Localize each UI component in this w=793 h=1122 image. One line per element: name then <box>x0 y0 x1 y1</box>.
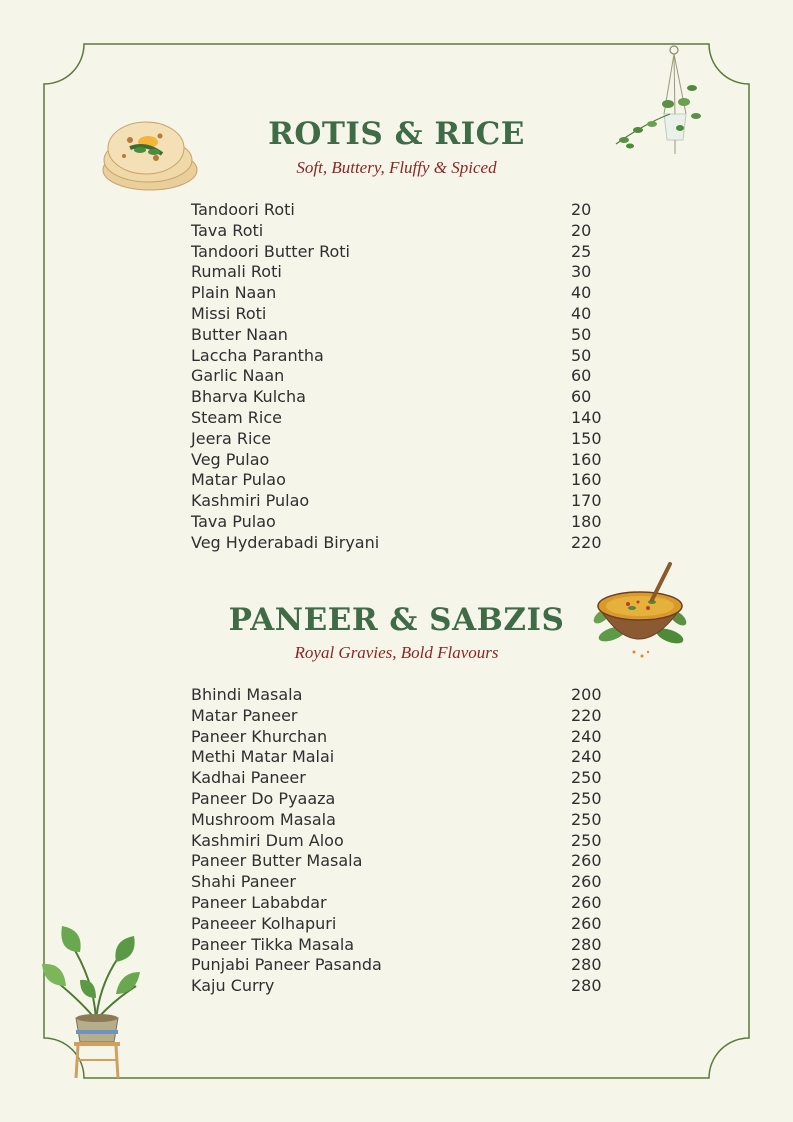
menu-item-name: Tandoori Butter Roti <box>191 241 350 261</box>
menu-item-price: 40 <box>571 303 592 323</box>
menu-item-price: 20 <box>571 200 592 219</box>
menu-item-name: Kaju Curry <box>191 976 275 996</box>
menu-item <box>191 470 611 491</box>
menu-item <box>191 747 611 768</box>
menu-item-price: 260 <box>571 872 602 892</box>
menu-item <box>191 935 611 956</box>
menu-item <box>191 450 611 471</box>
menu-item-price: 50 <box>571 345 592 365</box>
menu-item-price: 250 <box>571 830 602 850</box>
menu-item <box>191 851 611 872</box>
menu-item-price: 250 <box>571 768 602 788</box>
menu-item-name: Veg Hyderabadi Biryani <box>191 532 380 552</box>
menu-item-price: 250 <box>571 809 602 829</box>
menu-item-price: 160 <box>571 449 602 469</box>
menu-item <box>191 366 611 387</box>
menu-item-price: 50 <box>571 324 592 344</box>
menu-item <box>191 727 611 748</box>
menu-item-price: 260 <box>571 851 602 871</box>
menu-item <box>191 976 611 997</box>
menu-item-name: Kadhai Paneer <box>191 768 306 788</box>
menu-item <box>191 387 611 408</box>
menu-item-name: Garlic Naan <box>191 366 285 386</box>
menu-item-price: 220 <box>571 532 602 552</box>
menu-item-price: 160 <box>571 470 602 490</box>
menu-item-name: Tava Pulao <box>191 511 276 531</box>
menu-item-name: Tandoori Roti <box>191 200 295 219</box>
section-subtitle: Soft, Buttery, Fluffy & Spiced <box>296 158 497 177</box>
menu-item-name: Paneer Lababdar <box>191 892 327 912</box>
menu-item <box>191 768 611 789</box>
menu-item-name: Rumali Roti <box>191 262 282 282</box>
menu-item <box>191 914 611 935</box>
menu-item-price: 180 <box>571 511 602 531</box>
menu-item-price: 280 <box>571 976 602 996</box>
potted-plant-illustration <box>40 920 144 1080</box>
menu-item-name: Jeera Rice <box>191 428 272 448</box>
menu-item-price: 30 <box>571 262 592 282</box>
menu-item-name: Methi Matar Malai <box>191 747 335 767</box>
menu-item <box>191 789 611 810</box>
menu-item-name: Punjabi Paneer Pasanda <box>191 955 382 975</box>
menu-item-price: 25 <box>571 241 592 261</box>
menu-item-name: Paneeer Kolhapuri <box>191 913 337 933</box>
menu-item <box>191 533 611 554</box>
menu-item-name: Veg Pulao <box>191 449 270 469</box>
menu-item-price: 60 <box>571 366 592 386</box>
menu-item <box>191 304 611 325</box>
menu-item-price: 240 <box>571 747 602 767</box>
menu-item <box>191 408 611 429</box>
menu-list-paneer-sabzis <box>191 685 611 997</box>
menu-item-price: 60 <box>571 387 592 407</box>
menu-item-name: Matar Paneer <box>191 705 298 725</box>
menu-item-name: Paneer Butter Masala <box>191 851 363 871</box>
section-title: ROTIS & RICE <box>268 116 525 152</box>
menu-item-name: Paneer Khurchan <box>191 726 328 746</box>
menu-item <box>191 810 611 831</box>
menu-item <box>191 200 611 221</box>
menu-item <box>191 325 611 346</box>
menu-item-price: 140 <box>571 407 602 427</box>
menu-item-name: Kashmiri Dum Aloo <box>191 830 344 850</box>
menu-item-name: Laccha Parantha <box>191 345 324 365</box>
menu-item-name: Kashmiri Pulao <box>191 491 310 511</box>
menu-item-name: Shahi Paneer <box>191 872 296 892</box>
menu-item-price: 20 <box>571 220 592 240</box>
menu-item-price: 240 <box>571 726 602 746</box>
menu-item-price: 220 <box>571 705 602 725</box>
menu-item-price: 260 <box>571 892 602 912</box>
menu-item-price: 200 <box>571 685 602 704</box>
menu-item <box>191 872 611 893</box>
menu-item-name: Matar Pulao <box>191 470 286 490</box>
menu-item-name: Bhindi Masala <box>191 685 303 704</box>
menu-item <box>191 893 611 914</box>
menu-item-name: Missi Roti <box>191 303 267 323</box>
menu-item <box>191 346 611 367</box>
menu-item <box>191 512 611 533</box>
menu-item <box>191 221 611 242</box>
menu-item-name: Paneer Tikka Masala <box>191 934 355 954</box>
menu-item-price: 280 <box>571 955 602 975</box>
menu-item <box>191 429 611 450</box>
menu-item <box>191 491 611 512</box>
menu-item <box>191 831 611 852</box>
menu-item-price: 150 <box>571 428 602 448</box>
menu-item-name: Mushroom Masala <box>191 809 336 829</box>
menu-item-price: 280 <box>571 934 602 954</box>
menu-item-name: Steam Rice <box>191 407 282 427</box>
section-subtitle: Royal Gravies, Bold Flavours <box>294 643 499 662</box>
menu-item-name: Plain Naan <box>191 283 277 303</box>
menu-item-name: Bharva Kulcha <box>191 387 306 407</box>
menu-item <box>191 283 611 304</box>
menu-item-price: 260 <box>571 913 602 933</box>
menu-item-price: 170 <box>571 491 602 511</box>
menu-item-price: 250 <box>571 788 602 808</box>
menu-list-rotis-rice <box>191 200 611 554</box>
menu-item <box>191 685 611 706</box>
menu-item-name: Butter Naan <box>191 324 288 344</box>
menu-item-name: Tava Roti <box>191 220 264 240</box>
menu-item <box>191 262 611 283</box>
menu-item-price: 40 <box>571 283 592 303</box>
menu-item <box>191 955 611 976</box>
menu-item <box>191 706 611 727</box>
menu-item-name: Paneer Do Pyaaza <box>191 788 336 808</box>
section-title: PANEER & SABZIS <box>228 602 565 638</box>
menu-item <box>191 242 611 263</box>
